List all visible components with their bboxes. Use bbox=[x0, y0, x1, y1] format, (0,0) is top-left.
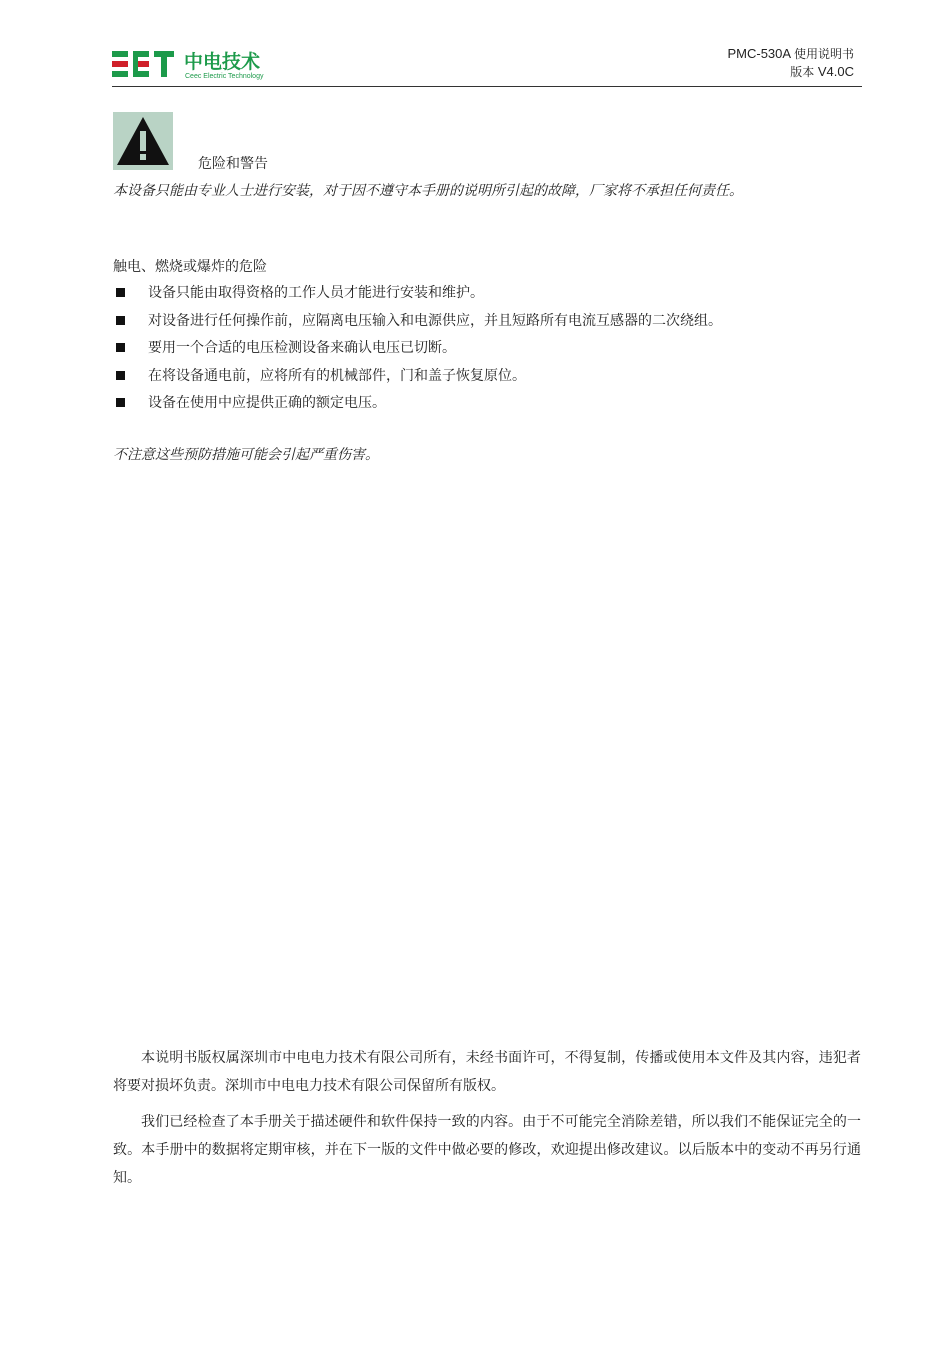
doc-type: 使用说明书 bbox=[793, 47, 854, 61]
company-logo bbox=[112, 49, 272, 83]
version-label: 版本 bbox=[790, 65, 815, 79]
copyright-paragraph: 本说明书版权属深圳市中电电力技术有限公司所有，未经书面许可，不得复制，传播或使用本文件及其内容，违犯者将要对损坏负责。深圳市中电电力技术有限公司保留所有版权。 bbox=[113, 1050, 861, 1094]
warning-triangle-icon bbox=[113, 112, 173, 170]
warning-statement: 本设备只能由专业人士进行安装，对于因不遵守本手册的说明所引起的故障，厂家将不承担任何责任。 bbox=[113, 183, 743, 199]
warning-title: 危险和警告 bbox=[198, 156, 268, 172]
list-item-text: 设备只能由取得资格的工作人员才能进行安装和维护。 bbox=[148, 285, 484, 301]
cet-logo-mark bbox=[112, 49, 174, 81]
doc-title-line bbox=[727, 45, 854, 63]
hazard-heading: 触电、燃烧或爆炸的危险 bbox=[113, 259, 267, 275]
doc-version-line bbox=[727, 63, 854, 81]
list-item-text: 要用一个合适的电压检测设备来确认电压已切断。 bbox=[148, 340, 456, 356]
bullet-square-icon bbox=[116, 371, 125, 380]
bullet-square-icon bbox=[116, 316, 125, 325]
list-item-text: 设备在使用中应提供正确的额定电压。 bbox=[148, 395, 386, 411]
caution-note: 不注意这些预防措施可能会引起严重伤害。 bbox=[113, 447, 379, 463]
bullet-square-icon bbox=[116, 398, 125, 407]
list-item-text: 对设备进行任何操作前，应隔离电压输入和电源供应，并且短路所有电流互感器的二次绕组。 bbox=[148, 312, 722, 329]
version-number: V4.0C bbox=[817, 64, 854, 79]
logo-english-name: Ceec Electric Technology bbox=[185, 73, 264, 80]
list-item-text: 在将设备通电前，应将所有的机械部件，门和盖子恢复原位。 bbox=[148, 367, 526, 384]
bullet-square-icon bbox=[116, 343, 125, 352]
disclaimer-paragraph: 我们已经检查了本手册关于描述硬件和软件保持一致的内容。由于不可能完全消除差错，所以我们不能保证完全的一致。本手册中的数据将定期审核，并在下一版的文件中做必要的修改，欢迎提出修改建议。以后版本中的变动不再另行通知。 bbox=[113, 1114, 861, 1186]
page-header bbox=[112, 44, 862, 87]
bullet-square-icon bbox=[116, 288, 125, 297]
logo-chinese-name: 中电技术 bbox=[184, 51, 261, 73]
document-meta bbox=[727, 45, 854, 81]
doc-model: PMC-530A bbox=[727, 46, 791, 61]
